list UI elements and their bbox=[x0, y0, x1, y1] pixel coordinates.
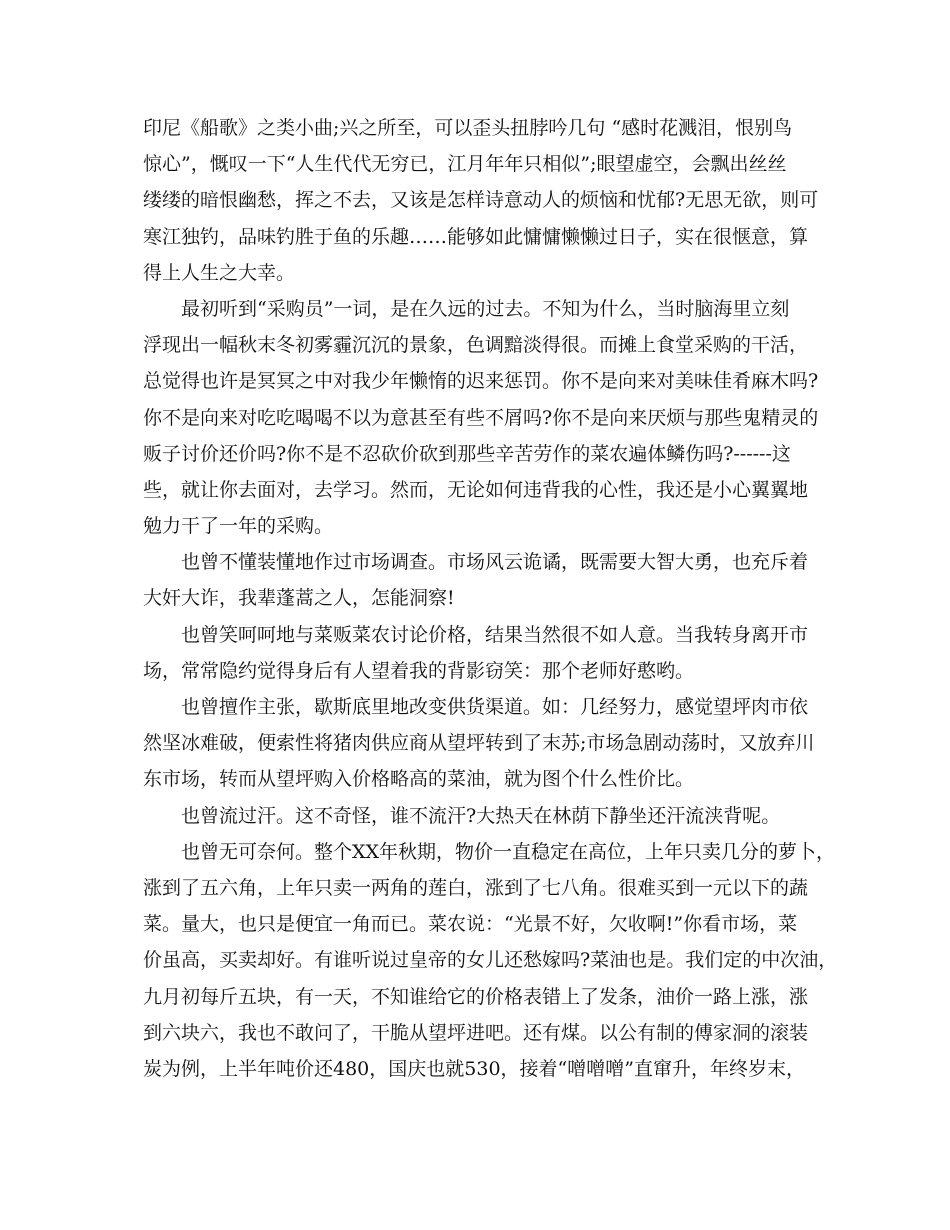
text-line: 也曾擅作主张，歇斯底里地改变供货渠道。如：几经努力，感觉望坪肉市依 bbox=[181, 696, 809, 718]
text-line: 最初听到“采购员”一词，是在久远的过去。不知为什么，当时脑海里立刻 bbox=[181, 297, 790, 320]
text-line: 惊心”，慨叹一下“人生代代无穷已，江月年年只相似”;眼望虚空，会飘出丝丝 bbox=[143, 153, 787, 176]
text-line: 也曾无可奈何。整个XX年秋期，物价一直稳定在高位，上年只卖几分的萝卜， bbox=[181, 840, 836, 863]
text-line: 炭为例，上半年吨价还480，国庆也就530，接着“噌噌噌”直窜升，年终岁末， bbox=[143, 1057, 805, 1080]
text-line: 九月初每斤五块，有一天，不知谁给它的价格表错上了发条，油价一路上涨，涨 bbox=[143, 985, 809, 1008]
text-line: 价虽高，买卖却好。有谁听说过皇帝的女儿还愁嫁吗?菜油也是。我们定的中次油， bbox=[143, 949, 838, 972]
text-line: 大奸大诈，我辈蓬蒿之人，怎能洞察! bbox=[143, 587, 455, 610]
text-line: 贩子讨价还价吗?你不是不忍砍价砍到那些辛苦劳作的菜农遍体鳞伤吗?------这 bbox=[143, 442, 791, 465]
text-line: 菜。量大，也只是便宜一角而已。菜农说：“光景不好，欠收啊!”你看市场，菜 bbox=[143, 913, 798, 936]
text-line: 缕缕的暗恨幽愁，挥之不去，又该是怎样诗意动人的烦恼和忧郁?无思无欲，则可 bbox=[143, 189, 819, 212]
text-line: 也曾笑呵呵地与菜贩菜农讨论价格，结果当然很不如人意。当我转身离开市 bbox=[181, 623, 809, 646]
text-line: 到六块六，我也不敢问了，干脆从望坪进吧。还有煤。以公有制的傅家洞的滚装 bbox=[143, 1021, 809, 1044]
text-line: 然坚冰难破，便索性将猪肉供应商从望坪转到了末苏;市场急剧动荡时，又放弃川 bbox=[143, 732, 815, 755]
text-line: 场，常常隐约觉得身后有人望着我的背影窃笑：那个老师好憨哟。 bbox=[143, 659, 695, 682]
text-line: 印尼《船歌》之类小曲;兴之所至，可以歪头扭脖吟几句 “感时花溅泪，恨别鸟 bbox=[143, 117, 793, 139]
document-body bbox=[143, 110, 838, 1087]
text-line: 东市场，转而从望坪购入价格略高的菜油，就为图个什么性价比。 bbox=[143, 768, 695, 791]
text-line: 勉力干了一年的采购。 bbox=[143, 515, 334, 538]
text-line: 也曾流过汗。这不奇怪，谁不流汗?大热天在林荫下静坐还汗流浃背呢。 bbox=[181, 804, 781, 827]
text-line: 得上人生之大幸。 bbox=[143, 261, 296, 284]
text-line: 涨到了五六角，上年只卖一两角的莲白，涨到了七八角。很难买到一元以下的蔬 bbox=[143, 876, 809, 899]
text-line: 些，就让你去面对，去学习。然而，无论如何违背我的心性，我还是小心翼翼地 bbox=[143, 478, 809, 501]
text-line: 总觉得也许是冥冥之中对我少年懒惰的迟来惩罚。你不是向来对美味佳肴麻木吗? bbox=[143, 370, 819, 393]
text-line: 浮现出一幅秋末冬初雾霾沉沉的景象，色调黯淡得很。而摊上食堂采购的干活， bbox=[143, 334, 809, 357]
text-line: 寒江独钓，品味钓胜于鱼的乐趣……能够如此慵慵懒懒过日子，实在很惬意，算 bbox=[143, 225, 809, 248]
text-line: 也曾不懂装懂地作过市场调查。市场风云诡谲，既需要大智大勇，也充斥着 bbox=[181, 551, 809, 574]
text-line: 你不是向来对吃吃喝喝不以为意甚至有些不屑吗?你不是向来厌烦与那些鬼精灵的 bbox=[143, 406, 819, 429]
